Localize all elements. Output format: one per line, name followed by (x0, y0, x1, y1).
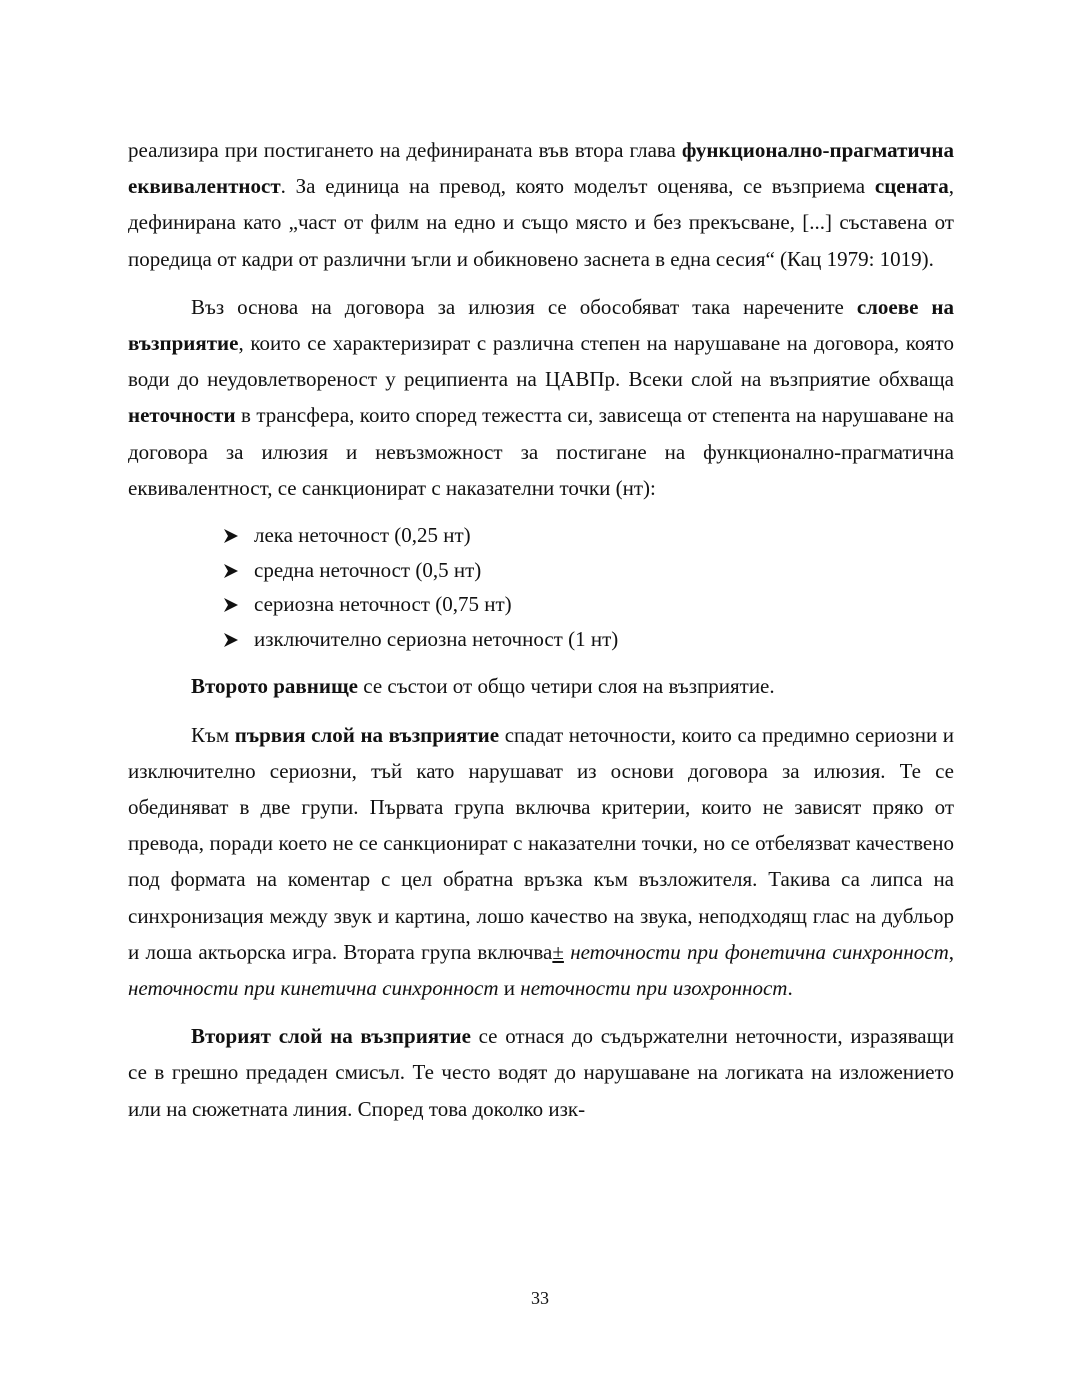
term-functional-pragmatic-equivalence: функционално-прагматична еквивалентност (128, 138, 954, 199)
arrowhead-bullet-icon (223, 632, 239, 648)
paragraph-3: Второто равнище се състои от общо четири слоя на възприятие. (191, 674, 775, 699)
arrowhead-bullet-icon (223, 597, 239, 613)
term-first-layer: първия слой на възприятие (234, 722, 500, 747)
page-number: 33 (531, 1288, 549, 1308)
arrowhead-bullet-icon (223, 528, 239, 544)
paragraph-2: Въз основа на договора за илюзия се обособяват така наречените слоеве на възприятие, които се характеризират с различна степен на нарушаване на договора, която води до неудовлетвореност у реципиента на ЦАВПр. Всеки слой на възприятие обхваща неточности в трансфера, които според тежестта си, зависеща от степента на нарушаване на договора за илюзия и невъзможност за постигане на функционално-прагматична еквивалентност, се санкционират с наказателни точки (нт): (128, 294, 955, 500)
paragraph-4: Към първия слой на възприятие спадат неточности, които са предимно сериозни и изключително сериозни, тъй като нарушават из основи договора за илюзия. Те се обединяват в две групи. Първата група включва критерии, които не зависят пряко от превода, поради което не се санкционират с наказателни точки, но се отбелязват качествено под формата на коментар с цел обратна връзка към възложителя. Такива са липса на синхронизация между звук и картина, лошо качество на звука, неподходящ глас на дубльор и лоша актьорска игра. Втората група включва± неточности при фонетична синхронност, неточности при кинетична синхронност и неточности при изохронност. (128, 722, 955, 1001)
arrowhead-bullet-icon (223, 563, 239, 579)
list-item: лека неточност (0,25 нт) (223, 518, 954, 553)
paragraph-1: реализира при постигането на дефинираната във втора глава функционално-прагматична еквивалентност. За единица на превод, която моделът оценява, се възприема сцената, дефинирана като „част от филм на едно и също място и без прекъсване, [...] съставена от поредица от кадри от различни ъгли и обикновено заснета в една сесия“ (Кац 1979: 1019). (128, 138, 954, 271)
paragraph-5: Вторият слой на възприятие се отнася до съдържателни неточности, изразяващи се в грешно предаден смисъл. Те често водят до нарушаване на логиката на изложението или на сюжетната линия. Според това доколко изк- (128, 1024, 954, 1121)
list-item: средна неточност (0,5 нт) (223, 553, 954, 588)
term-scene: сцената (874, 174, 949, 199)
list-item: сериозна неточност (0,75 нт) (223, 587, 954, 622)
term-inaccuracies: неточности (128, 403, 236, 428)
term-second-layer: Вторият слой на възприятие (191, 1024, 471, 1049)
plus-minus-mark: ± (552, 939, 564, 964)
body-text (128, 132, 954, 1127)
list-item: изключително сериозна неточност (1 нт) (223, 622, 954, 657)
penalty-list (128, 518, 954, 656)
term-layers-of-perception: слоеве на възприятие (128, 294, 955, 356)
term-second-level: Второто равнище (191, 674, 359, 699)
